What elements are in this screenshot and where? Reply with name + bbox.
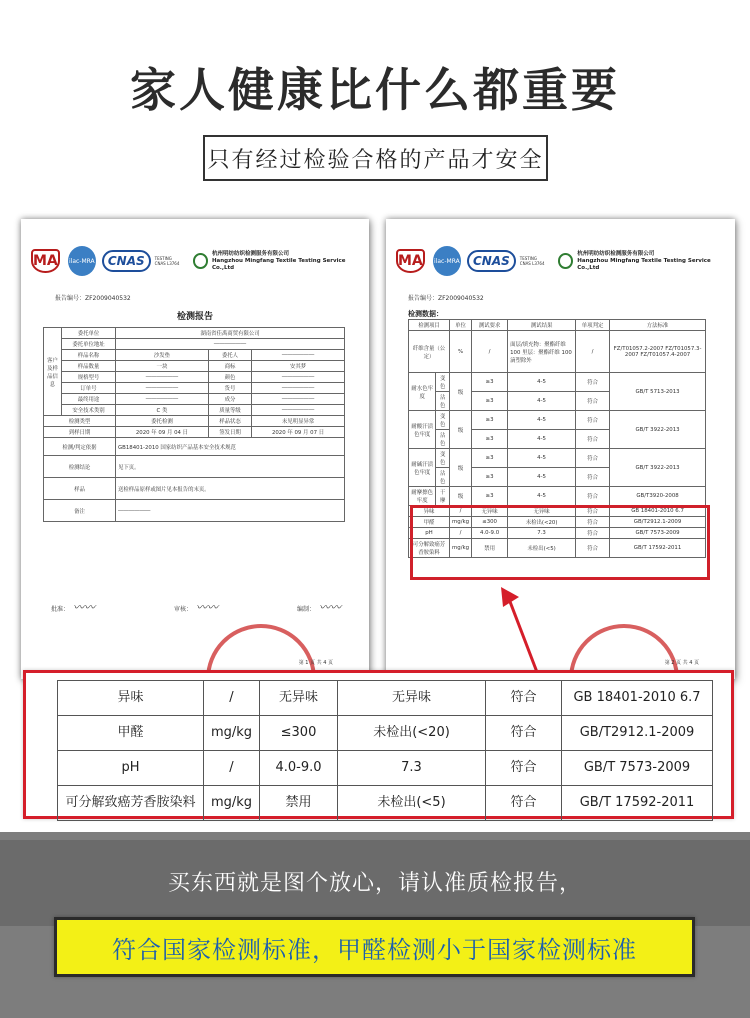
- subtitle-box: 只有经过检验合格的产品才安全: [203, 135, 548, 181]
- signature-row: 批准： 〰〰 审核： 〰〰 编制： 〰〰: [51, 601, 341, 614]
- zoomed-results-table: [57, 680, 713, 821]
- org-name-en: Hangzhou Mingfang Textile Testing Service Co.,Ltd: [211, 257, 346, 271]
- table-row: 异味 / 无异味 无异味 符合 GB 18401-2010 6.7: [58, 681, 713, 716]
- table-row: 可分解致癌芳香胺染料 mg/kg 禁用 未检出(<5) 符合 GB/T 17592-2011: [58, 786, 713, 821]
- signature-prepare: 〰〰: [318, 601, 341, 614]
- page-title: 家人健康比什么都重要: [130, 63, 620, 117]
- org-logo: [558, 251, 725, 272]
- table-row: pH / 4.0-9.0 7.3 符合 GB/T 7573-2009: [58, 751, 713, 786]
- highlight-frame: [410, 505, 710, 580]
- cnas-logo-icon: CNAS: [467, 250, 516, 272]
- signature-review: 〰〰: [196, 601, 218, 614]
- table-row: 甲醛 mg/kg ≤300 未检出(<20) 符合 GB/T2912.1-2009: [58, 716, 713, 751]
- group-label: 客户及样品信息: [44, 328, 62, 416]
- org-name-cn: 杭州明纺纺织检测服务有限公司: [577, 250, 655, 257]
- test-data-table: 检测项目 单位 测试要求 测试结果 单项判定 方法标准 纤维含量（公定） % / 面层/填充物：聚酯纤维 100 里层：聚酯纤维 100 滴塑除外 / FZ/T01057.2-2007 FZ/T01057.3-2007 FZ/T01057.4-2007 耐水色牢度 变色 级 ≥3 4-5 符合 GB/T 5713-2013 沾色 ≥3 4-5 符合 耐酸汗渍色牢度 变色 级 ≥3 4-5 符合 GB/T 3922-2013 沾色 ≥3 4-5 符合 耐碱汗渍色牢度 变色 级 ≥3 4-5 符合 GB/T 3922-2013 沾色 ≥3 4-5 符合 耐摩擦色牢度 干摩 级 ≥3 4-5 符合 GB/T3920-2008 异味 / 无异味 无异味 符合 GB 18401-2010 6.7 甲醛 mg/kg ≤300 未检出(<20) 符合 GB/T2912.1-2009 pH / 4.0-9.0 7.3 符合 GB/T 7573-2009 可分解致癌芳香胺染料 mg/kg 禁用 未检出(<5) 符合 GB/T 17592-2011: [408, 319, 706, 558]
- page-number: 第 2 页 共 4 页: [664, 660, 699, 666]
- cnas-logo-icon: CNAS: [102, 250, 151, 272]
- ma-logo-icon: MA: [396, 249, 425, 273]
- cnas-caption: TESTING CNAS L3764: [519, 256, 545, 266]
- ilac-logo-icon: ilac-MRA: [433, 246, 461, 276]
- ilac-logo-icon: ilac-MRA: [68, 246, 96, 276]
- report-number: 报告编号：ZF2009040532: [408, 295, 484, 302]
- logo-bar: [396, 241, 725, 281]
- cnas-caption: TESTING CNAS L3764: [154, 256, 180, 266]
- report-title: 检测报告: [176, 312, 213, 322]
- footer-message: 买东西就是图个放心，请认准质检报告，: [167, 871, 582, 896]
- zoomed-results-box: [23, 670, 734, 819]
- footer-banner: 符合国家检测标准，甲醛检测小于国家检测标准: [54, 917, 695, 977]
- org-mark-icon: [558, 253, 573, 269]
- org-name-cn: 杭州明纺纺织检测服务有限公司: [211, 250, 289, 257]
- org-name-en: Hangzhou Mingfang Textile Testing Service Co.,Ltd: [577, 257, 711, 271]
- report-number: 报告编号：ZF2009040532: [55, 295, 131, 302]
- report-page-2: [386, 219, 735, 679]
- org-logo: [193, 251, 359, 272]
- report-info-table: 客户及样品信息 委托单位 湖南省佳禹商贸有限公司 委托单位地址 ―――――― 样品名称 沙发垫 委托人 ―――――― 样品数量 一块 商标 安其梦 规格型号 ―――――― 颜色 ―――――― 订单号 ―――――― 货号 ―――――― 最终用途 ―――――― 成分 ―――――― 安全技术类别 C 类 质量等级 ―――――― 检测类型 委托检测 样品状态 未见明显异常 到样日期 2020 年 09 月 04 日 签发日期 2020 年 09 月 07 日 检测/判定依据 GB18401-2010 国家纺织产品基本安全技术规范 检测结论 见下页。 样品 送检样品原样或图片见本报告的末页。 备注 ――――――: [43, 327, 345, 522]
- ma-logo-icon: MA: [31, 249, 60, 273]
- signature-approve: 〰〰: [73, 601, 96, 614]
- report-page-1: [21, 219, 369, 679]
- org-mark-icon: [193, 253, 208, 269]
- logo-bar: [31, 241, 359, 281]
- section-title: 检测数据：: [408, 310, 443, 318]
- page-number: 第 1 页 共 4 页: [298, 660, 333, 666]
